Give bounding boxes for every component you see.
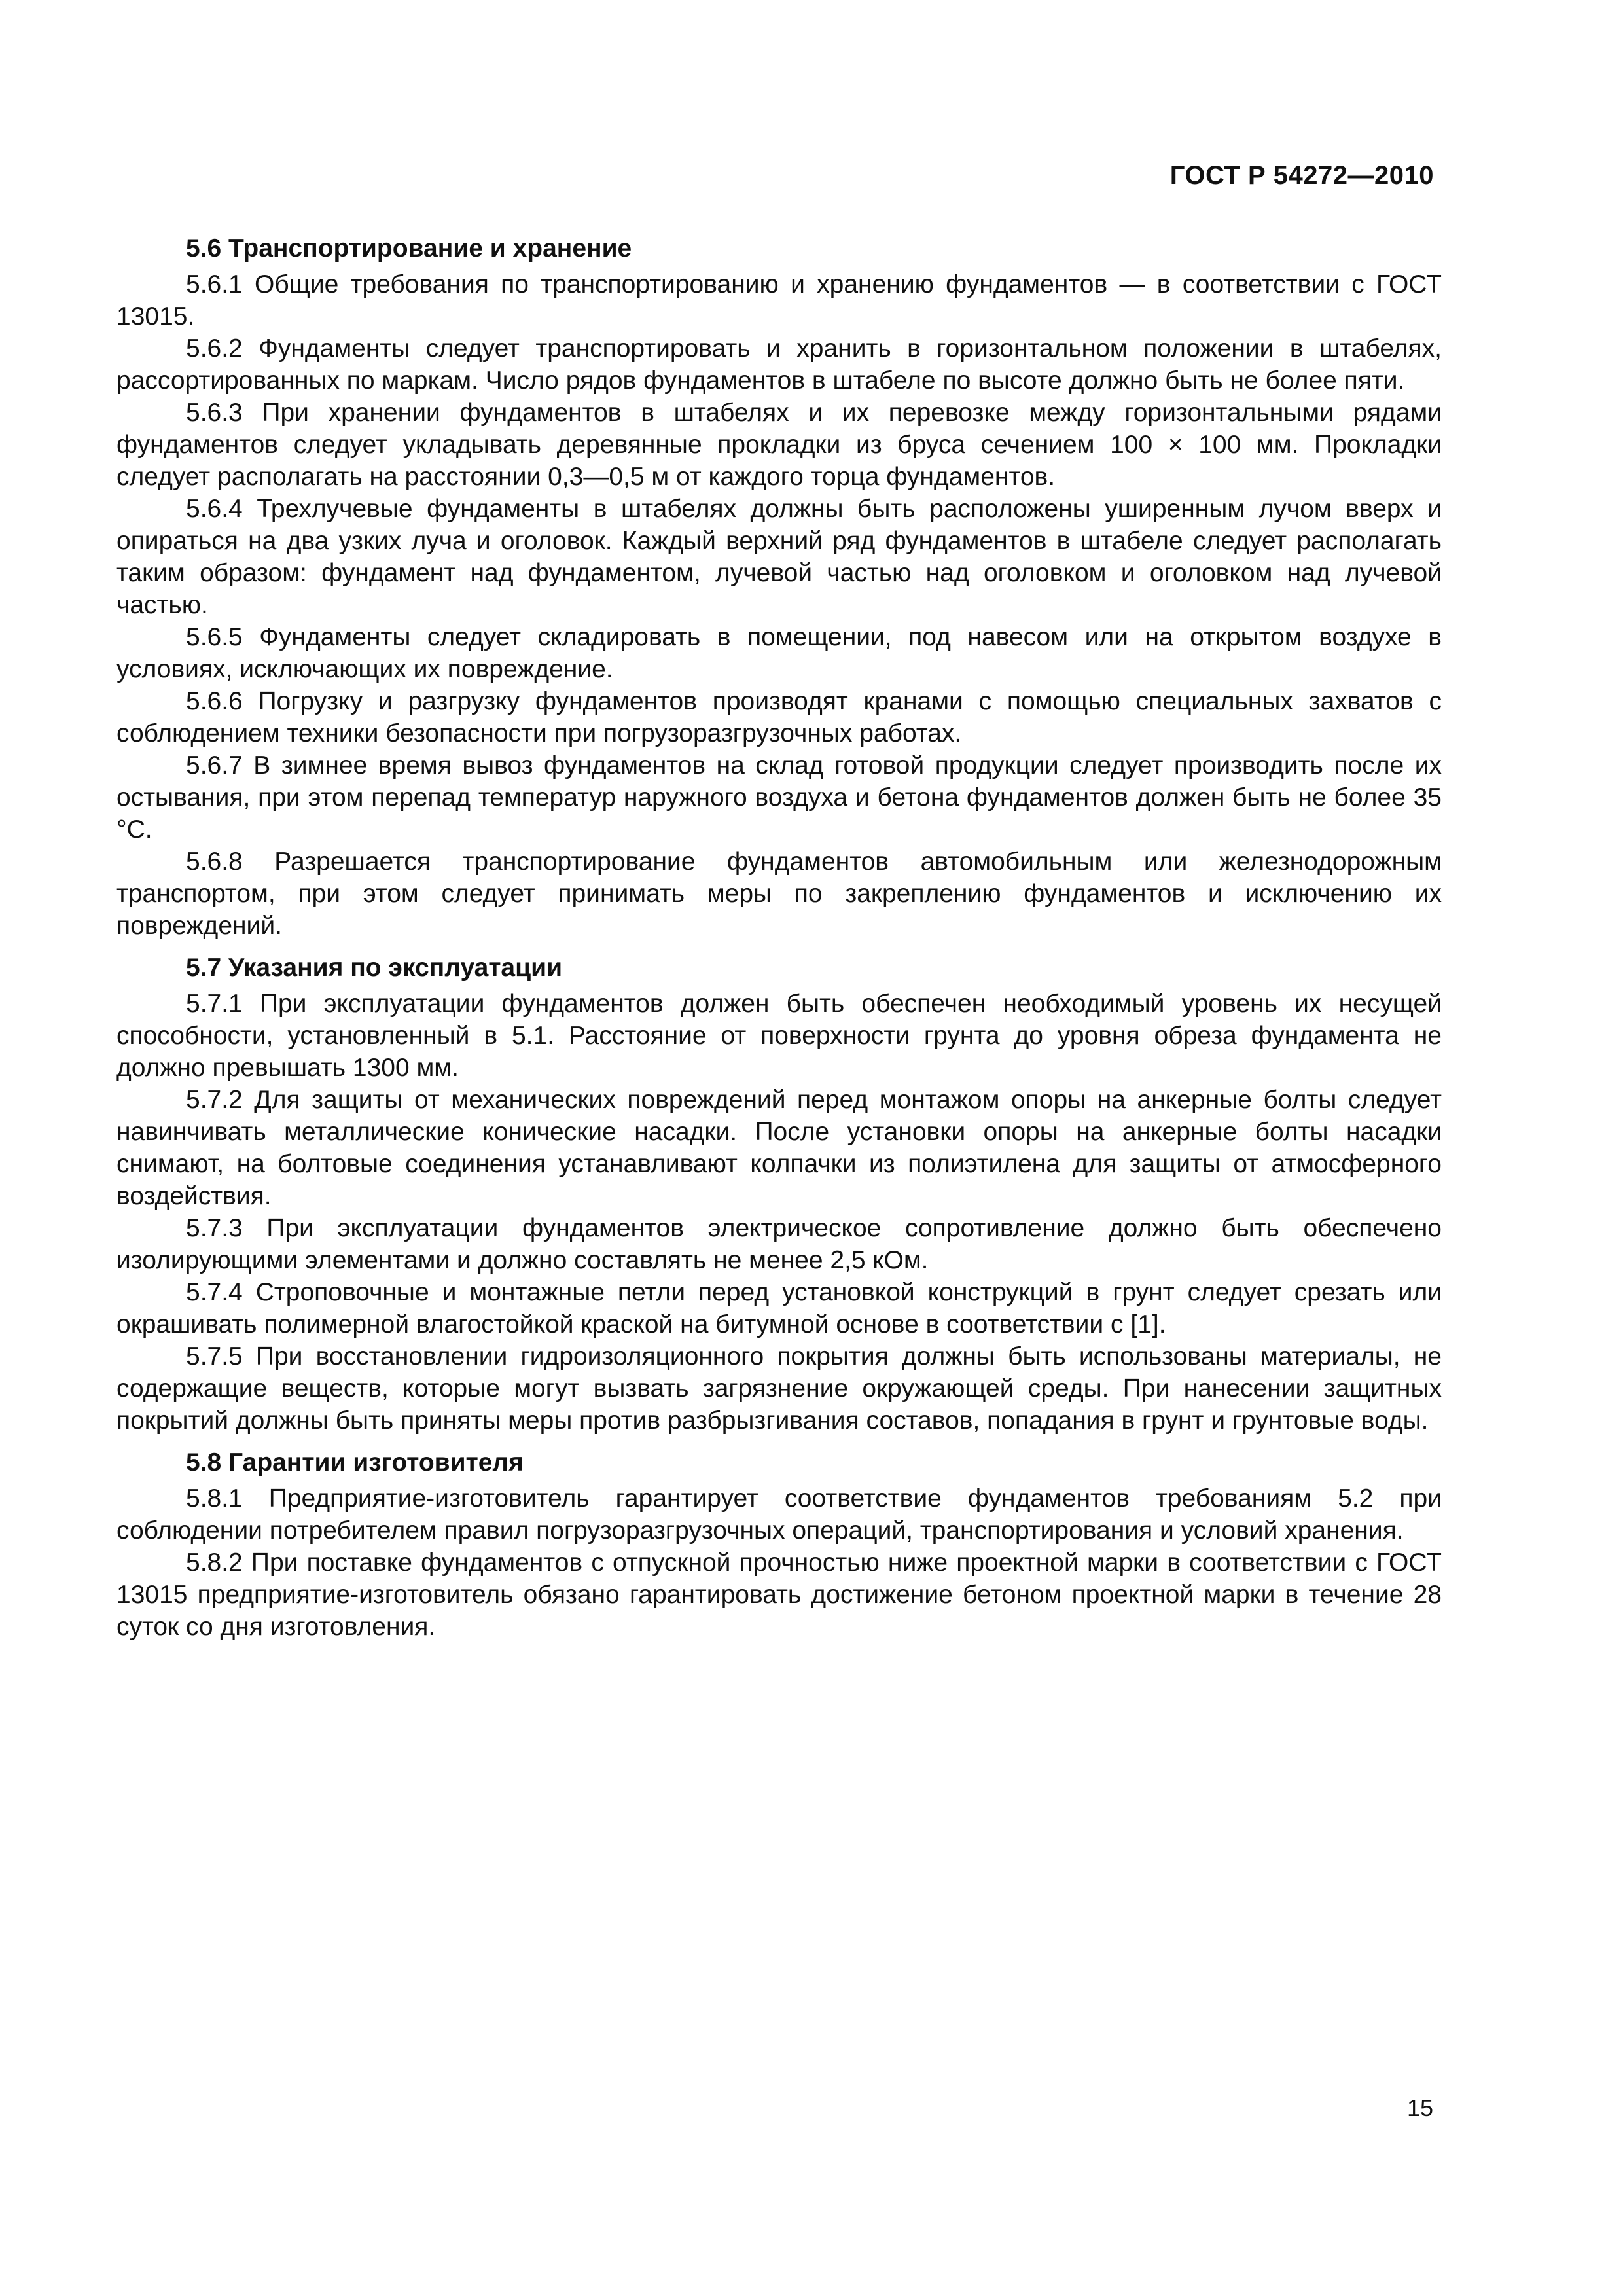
paragraph-5-6-4: 5.6.4 Трехлучевые фундаменты в штабелях должны быть расположены уширенным лучом вверх и опираться на два узких луча и оголовок. Каждый верхний ряд фундаментов в штабеле следует располагать таким образом: фундамент над фундаментом, лучевой частью над оголовком и оголовком над лучевой частью. [116, 495, 1442, 619]
document-body [116, 230, 1442, 1643]
paragraph-5-6-3: 5.6.3 При хранении фундаментов в штабелях и их перевозке между горизонтальными рядами фундаментов следует укладывать деревянные прокладки из бруса сечением 100 × 100 мм. Прокладки следует располагать на расстоянии 0,3—0,5 м от каждого торца фундаментов. [116, 399, 1442, 491]
paragraph-5-8-1: 5.8.1 Предприятие-изготовитель гарантирует соответствие фундаментов требованиям 5.2 при соблюдении потребителем правил погрузоразгрузочных операций, транспортирования и условий хранения. [116, 1484, 1442, 1545]
section-5-6 [116, 230, 1442, 942]
section-5-7 [116, 950, 1442, 1437]
section-5-8 [116, 1444, 1442, 1643]
paragraph-5-7-2: 5.7.2 Для защиты от механических повреждений перед монтажом опоры на анкерные болты следует навинчивать металлические конические насадки. После установки опоры на анкерные болты насадки снимают, на болтовые соединения устанавливают колпачки из полиэтилена для защиты от атмосферного воздействия. [116, 1086, 1442, 1210]
page-number: 15 [1406, 2094, 1433, 2121]
paragraph-5-8-2: 5.8.2 При поставке фундаментов с отпускной прочностью ниже проектной марки в соответствии с ГОСТ 13015 предприятие-изготовитель обязано гарантировать достижение бетоном проектной марки в течение 28 суток со дня изготовления. [116, 1549, 1442, 1641]
paragraph-5-7-4: 5.7.4 Строповочные и монтажные петли перед установкой конструкций в грунт следует срезать или окрашивать полимерной влагостойкой краской на битумной основе в соответствии с [1]. [116, 1278, 1442, 1338]
paragraph-5-7-3: 5.7.3 При эксплуатации фундаментов электрическое сопротивление должно быть обеспечено изолирующими элементами и должно составлять не менее 2,5 кОм. [116, 1214, 1442, 1274]
paragraph-5-6-2: 5.6.2 Фундаменты следует транспортировать и хранить в горизонтальном положении в штабелях, рассортированных по маркам. Число рядов фундаментов в штабеле по высоте должно быть не более пяти. [116, 334, 1442, 395]
paragraph-5-6-7: 5.6.7 В зимнее время вывоз фундаментов на склад готовой продукции следует производить после их остывания, при этом перепад температур наружного воздуха и бетона фундаментов должен быть не более 35 °С. [116, 751, 1442, 844]
section-heading: 5.6 Транспортирование и хранение [186, 234, 632, 262]
paragraph-5-7-1: 5.7.1 При эксплуатации фундаментов должен быть обеспечен необходимый уровень их несущей способности, установленный в 5.1. Расстояние от поверхности грунта до уровня обреза фундамента не должно превышать 1300 мм. [116, 990, 1442, 1082]
section-heading: 5.7 Указания по эксплуатации [186, 954, 563, 982]
paragraph-5-6-1: 5.6.1 Общие требования по транспортированию и хранению фундаментов — в соответствии с ГОСТ 13015. [116, 270, 1442, 331]
paragraph-5-6-8: 5.6.8 Разрешается транспортирование фундаментов автомобильным или железнодорожным транспортом, при этом следует принимать меры по закреплению фундаментов и исключению их повреждений. [116, 848, 1442, 940]
paragraph-5-6-6: 5.6.6 Погрузку и разгрузку фундаментов производят кранами с помощью специальных захватов с соблюдением техники безопасности при погрузоразгрузочных работах. [116, 687, 1442, 747]
section-heading: 5.8 Гарантии изготовителя [186, 1448, 524, 1477]
paragraph-5-7-5: 5.7.5 При восстановлении гидроизоляционного покрытия должны быть использованы материалы, не содержащие веществ, которые могут вызвать загрязнение окружающей среды. При нанесении защитных покрытий должны быть приняты меры против разбрызгивания составов, попадания в грунт и грунтовые воды. [116, 1342, 1442, 1435]
paragraph-5-6-5: 5.6.5 Фундаменты следует складировать в помещении, под навесом или на открытом воздухе в условиях, исключающих их повреждение. [116, 623, 1442, 683]
document-code: ГОСТ Р 54272—2010 [1169, 161, 1434, 190]
